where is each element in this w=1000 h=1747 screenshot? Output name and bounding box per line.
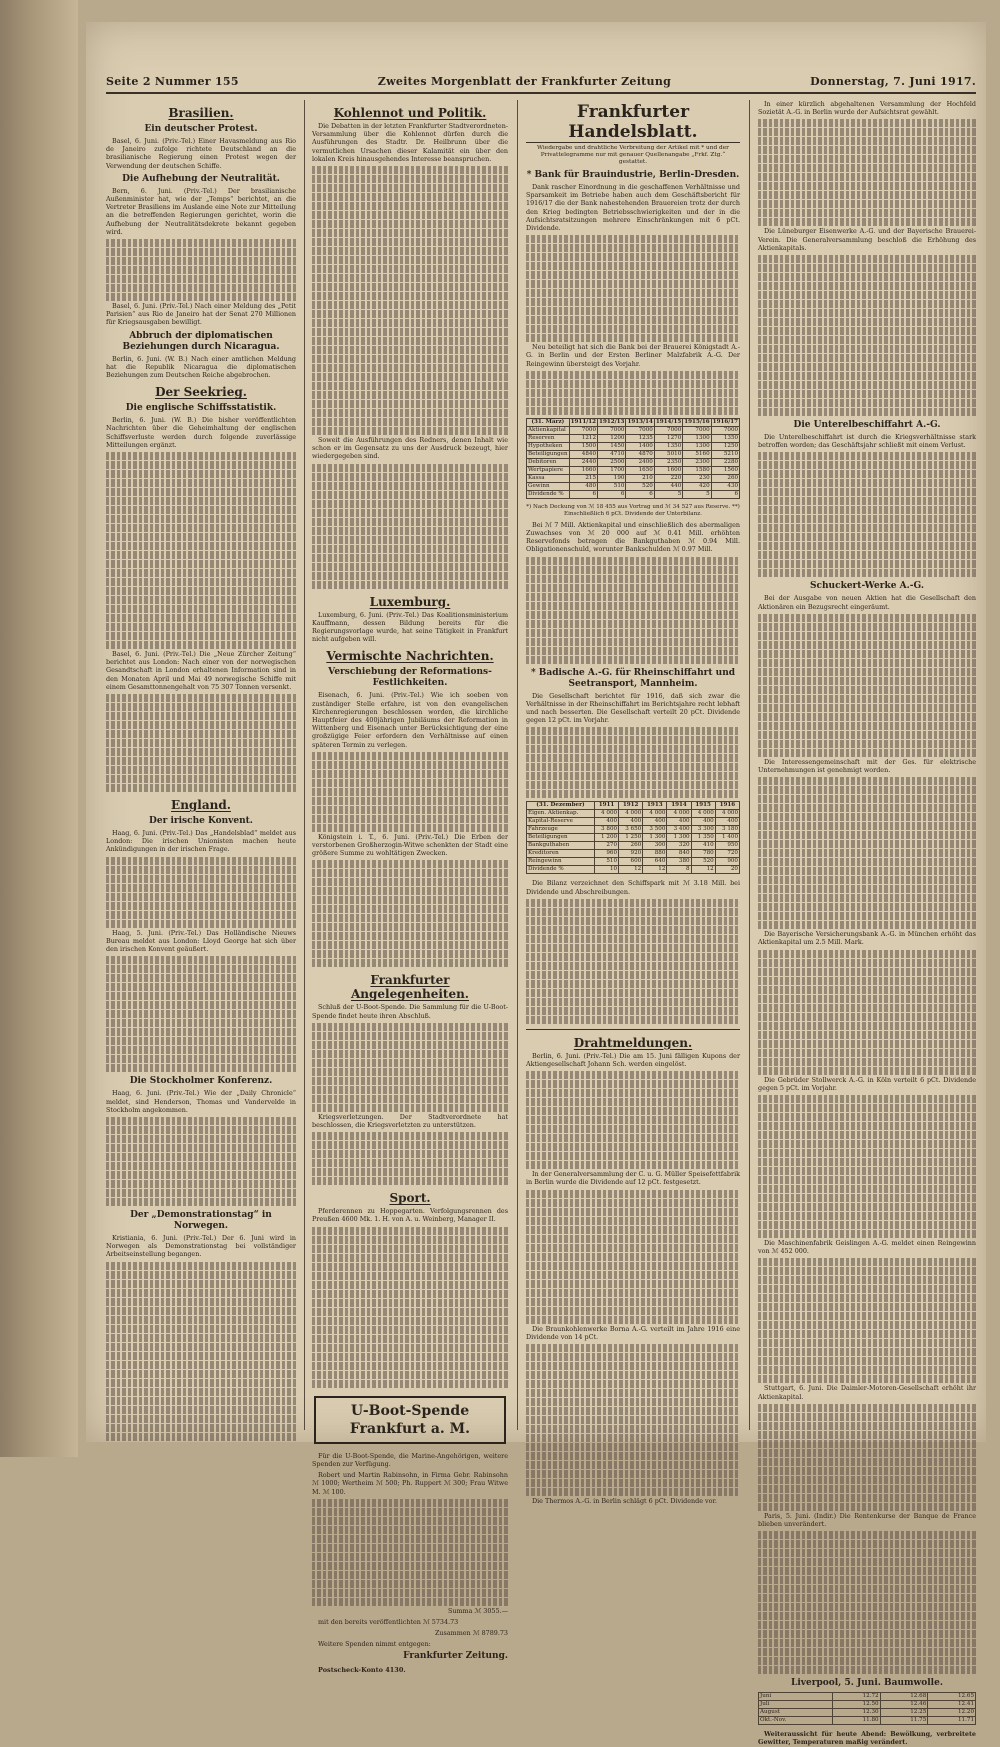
balance-table-rhein <box>526 801 740 874</box>
table-year-header: 1912 <box>619 802 643 810</box>
donation-total-row <box>312 1629 508 1637</box>
table-cell: 7000 <box>598 426 626 434</box>
table-cell: 400 <box>715 818 739 826</box>
table-cell: 880 <box>643 850 667 858</box>
book-binding-edge <box>0 0 78 1457</box>
article-text: In einer kürzlich abgehaltenen Versammlung der Hochfeld Sozietät A.-G. in Berlin wurde der Aufsichtsrat gewählt. <box>758 100 976 117</box>
table-cell: 900 <box>715 858 739 866</box>
table-cell: 6 <box>711 490 739 498</box>
article-text: Die Debatten in der letzten Frankfurter Stadtverordneten-Versammlung über die Kohlennot dürfen durch die Ausführungen des Stadtr. Dr. Heilbrunn über die vermutlichen Ursachen dieser Kalamität ein über den lokalen Kreis hinausgehendes Interesse beanspruchen. <box>312 122 508 163</box>
table-cell: 3 400 <box>667 826 691 834</box>
article-text: Luxemburg, 6. Juni. (Priv.-Tel.) Das Koalitionsministerium Kauffmann, dessen Bildung bereits für die Regierungsvorlage wurde, hat seine Tätigkeit in Frankfurt nicht aufgeben will. <box>312 610 508 644</box>
article-text: Haag, 6. Juni. (Priv.-Tel.) Wie der „Daily Chronicle“ meldet, sind Henderson, Thomas und Vandervelde in Stockholm angekommen. <box>106 1089 296 1114</box>
table-cell: 12.50 <box>832 1701 880 1709</box>
column-market-news <box>758 100 976 1747</box>
article-text: Berlin, 6. Juni. (W. B.) Nach einer amtlichen Meldung hat die Republik Nicaragua die diplomatischen Beziehungen zum Deutschen Reiche abgebrochen. <box>106 354 296 380</box>
article-heading: Der „Demonstrationstag“ in Norwegen. <box>130 1209 272 1231</box>
section-heading: England. <box>171 798 231 813</box>
article-text: Bern, 6. Juni. (Priv.-Tel.) Der brasilianische Außenminister hat, wie der „Temps“ berichtet, an die Vertreter Brasiliens im Auslande eine Note zur Mitteilung an die betreffenden Regierungen gerichtet, worin die Aufhebung der Neutralitätsdekrete bekannt gegeben wird. <box>106 186 296 236</box>
column-feuilleton <box>312 100 508 1674</box>
donation-sum-value: ℳ 3055.— <box>474 1606 508 1615</box>
table-cell: 400 <box>594 818 618 826</box>
article-text: In der Generalversammlung der C. u. G. Müller Speisefettfabrik in Berlin wurde die Dividende auf 12 pCt. festgesetzt. <box>526 1170 740 1187</box>
table-cell: 190 <box>598 474 626 482</box>
header-masthead: Zweites Morgenblatt der Frankfurter Zeitung <box>377 74 672 88</box>
donation-sum-row <box>312 1607 508 1615</box>
section-heading: Frankfurter Angelegenheiten. <box>350 973 469 1002</box>
article-text: Kristiania, 6. Juni. (Priv.-Tel.) Der 6. Juni wird in Norwegen als Demonstrationstag bei vollständiger Arbeitseinstellung begangen. <box>106 1233 296 1259</box>
table-row <box>759 1701 976 1709</box>
table-cell: 1650 <box>626 466 654 474</box>
table-cell: 300 <box>643 842 667 850</box>
table-cell: 960 <box>594 850 618 858</box>
table-cell: 520 <box>691 858 715 866</box>
table-row-label: Reserven <box>527 434 570 442</box>
table-row-label: Gewinn <box>527 482 570 490</box>
table-cell: 920 <box>619 850 643 858</box>
article-text: Paris, 5. Juni. (Indir.) Die Rentenkurse der Banque de France blieben unverändert. <box>758 1511 976 1529</box>
table-cell: 215 <box>569 474 597 482</box>
article-heading: Der irische Konvent. <box>149 816 253 827</box>
table-cell: 11.75 <box>880 1717 928 1725</box>
section-heading: Drahtmeldungen. <box>573 1035 693 1050</box>
table-row <box>527 450 740 458</box>
table-cell: 12.65 <box>928 1693 976 1701</box>
table-cell: 1 350 <box>691 834 715 842</box>
table-cell: 480 <box>569 482 597 490</box>
table-row-label: Kassa <box>527 474 570 482</box>
table-cell: 5 <box>654 490 682 498</box>
table-cell: 320 <box>667 842 691 850</box>
donation-sum-label: Summa <box>447 1606 473 1615</box>
table-cell: 11.71 <box>928 1717 976 1725</box>
table-year-header: 1914 <box>667 802 691 810</box>
table-year-header: 1913/14 <box>627 418 653 425</box>
table-cell: 2300 <box>683 458 711 466</box>
article-heading: Die Aufhebung der Neutralität. <box>122 173 280 184</box>
table-cell: 4 000 <box>691 810 715 818</box>
article-text: Stuttgart, 6. Juni. Die Daimler-Motoren-Gesellschaft erhöht ihr Aktienkapital. <box>758 1384 976 1401</box>
table-cell: 2280 <box>711 458 739 466</box>
article-text: Die Lüneburger Eisenwerke A.-G. und der Bayerische Brauerei-Verein. Die Generalversammlung beschloß die Erhöhung des Aktienkapitals. <box>758 227 976 252</box>
article-text: Die Maschinenfabrik Geislingen A.-G. meldet einen Reingewinn von ℳ 452 000. <box>758 1239 976 1256</box>
table-cell: 1580 <box>683 466 711 474</box>
article-text: Die Bayerische Versicherungsbank A.-G. in München erhöht das Aktienkapital um 2.5 Mill. Mark. <box>758 930 976 947</box>
table-row-label: Reingewinn <box>527 858 595 866</box>
section-heading: Brasilien. <box>168 106 234 120</box>
article-text: Königstein i. T., 6. Juni. (Priv.-Tel.) Die Erben der verstorbenen Großherzogin-Witwe schenkten der Stadt eine größere Summe zu wohltätigen Zwecken. <box>312 832 508 858</box>
table-cell: 4710 <box>598 450 626 458</box>
article-text: Die Bilanz verzeichnet den Schiffspark mit ℳ 3.18 Mill. bei Dividende und Abschreibungen. <box>526 879 740 896</box>
table-cell: 1350 <box>654 442 682 450</box>
table-row-label: Juni <box>759 1693 833 1701</box>
article-heading: Liverpool, 5. Juni. Baumwolle. <box>791 1678 943 1689</box>
table-cell: 1500 <box>569 442 597 450</box>
table-row-label: Kapital-Reserve <box>527 818 595 826</box>
table-cell: 3 180 <box>715 826 739 834</box>
table-cell: 4 000 <box>619 810 643 818</box>
table-year-header: 1915 <box>691 802 715 810</box>
table-row <box>759 1693 976 1701</box>
table-row <box>527 826 740 834</box>
table-row <box>527 466 740 474</box>
table-caption: (31. Dezember) <box>527 802 595 810</box>
article-text: Soweit die Ausführungen des Redners, denen Inhalt wie schon er im Gegensatz zu uns der Ausdruck bezeugt, hier wiedergegeben sind. <box>312 436 508 461</box>
table-row <box>527 834 740 842</box>
table-cell: 260 <box>619 842 643 850</box>
table-row-label: Beteiligungen <box>527 834 595 842</box>
table-row-label: Debitoren <box>527 458 570 466</box>
table-cell: 7000 <box>654 426 682 434</box>
table-year-header: 1912/13 <box>599 418 625 425</box>
table-row <box>527 858 740 866</box>
section-heading: Der Seekrieg. <box>155 385 247 400</box>
article-heading: Die Unterelbeschiffahrt A.-G. <box>793 420 941 431</box>
weather-forecast: Weiteraussicht für heute Abend: Bewölkung, verbreitete Gewitter, Temperaturen maßig verändert. <box>758 1730 976 1747</box>
table-cell: 6 <box>569 490 597 498</box>
article-text: Weitere Spenden nimmt entgegen: <box>318 1640 431 1649</box>
table-cell: 6 <box>598 490 626 498</box>
commerce-title: Frankfurter Handelsblatt. <box>526 102 740 143</box>
table-cell: 11.80 <box>832 1717 880 1725</box>
donation-total-label: Zusammen <box>434 1629 471 1638</box>
table-cell: 5010 <box>654 450 682 458</box>
article-text: Berlin, 6. Juni. (W. B.) Die bisher veröffentlichten Nachrichten über die Geheimhaltung der englischen Schiffsverluste werden durch folgende zuverlässige Mitteilungen ergänzt. <box>106 416 296 449</box>
table-year-header: 1916/17 <box>712 418 739 425</box>
table-cell: 410 <box>691 842 715 850</box>
table-row <box>759 1709 976 1717</box>
table-cell: 260 <box>711 474 739 482</box>
section-heading: Luxemburg. <box>369 594 451 609</box>
table-row-label: Dividende % <box>527 866 595 874</box>
table-cell: 7000 <box>626 426 654 434</box>
table-cell: 4840 <box>569 450 597 458</box>
table-cell: 640 <box>643 858 667 866</box>
table-row <box>759 1717 976 1725</box>
article-heading: * Bank für Brauindustrie, Berlin-Dresden. <box>526 170 740 180</box>
section-heading: Kohlennot und Politik. <box>333 106 487 120</box>
table-cell: 840 <box>667 850 691 858</box>
donation-box <box>314 1396 506 1444</box>
table-cell: 1200 <box>598 434 626 442</box>
table-row-label: Okt.-Nov. <box>759 1717 833 1725</box>
table-row <box>527 474 740 482</box>
article-text: Robert und Martin Rabinsohn, in Firma Gebr. Rabinsohn ℳ 1000; Wertheim ℳ 500; Ph. Ruppert ℳ 300; Frau Witwe M. ℳ 100. <box>312 1471 508 1496</box>
article-text: Berlin, 6. Juni. (Priv.-Tel.) Die am 15. Juni fälligen Kupons der Aktiengesellschaft Johann Sch. werden eingelöst. <box>526 1051 740 1069</box>
article-heading: Verschiebung der Reformations-Festlichkeiten. <box>328 667 492 689</box>
table-row-label: Bankguthaben <box>527 842 595 850</box>
table-cell: 1700 <box>598 466 626 474</box>
donation-title: U-Boot-Spende Frankfurt a. M. <box>349 1402 471 1437</box>
article-text: Schluß der U-Boot-Spende. Die Sammlung für die U-Boot-Spende findet heute ihren Abschluß. <box>312 1003 508 1020</box>
table-row-label: Juli <box>759 1701 833 1709</box>
table-cell: 2440 <box>569 458 597 466</box>
table-cell: 400 <box>643 818 667 826</box>
donation-prev: mit den bereits veröffentlichten ℳ 5734.73 <box>318 1617 459 1626</box>
table-cell: 8 <box>667 866 691 874</box>
table-year-header: 1911 <box>594 802 618 810</box>
table-cell: 1 400 <box>715 834 739 842</box>
table-cell: 380 <box>667 858 691 866</box>
table-cell: 5160 <box>683 450 711 458</box>
table-cell: 270 <box>594 842 618 850</box>
table-cell: 1300 <box>683 442 711 450</box>
column-rule <box>749 100 750 1430</box>
table-cell: 3 500 <box>643 826 667 834</box>
table-cell: 12.68 <box>880 1693 928 1701</box>
article-text: Die Gebrüder Stollwerck A.-G. in Köln verteilt 6 pCt. Dividende gegen 5 pCt. im Vorjahr. <box>758 1075 976 1092</box>
donation-total-value: ℳ 8789.73 <box>472 1629 508 1638</box>
article-text: Basel, 6. Juni. (Priv.-Tel.) Die „Neue Zürcher Zeitung“ berichtet aus London: Nach einer von der norwegischen Gesandtschaft in London erhaltenen Information sind in den Monaten April und Mai 49 norwegische Schiffe mit einem Gesamttonnengehalt von 75 307 Tonnen versenkt. <box>106 650 296 691</box>
header-page-number: Seite 2 Nummer 155 <box>106 74 239 88</box>
table-cell: 400 <box>691 818 715 826</box>
table-cell: 1450 <box>598 442 626 450</box>
article-heading: Die Stockholmer Konferenz. <box>129 1076 273 1087</box>
table-cell: 1270 <box>654 434 682 442</box>
table-cell: 950 <box>715 842 739 850</box>
table-cell: 210 <box>626 474 654 482</box>
section-heading: Vermischte Nachrichten. <box>326 649 494 664</box>
table-cell: 1600 <box>654 466 682 474</box>
table-row-label: Dividende % <box>527 490 570 498</box>
table-cell: 12.25 <box>880 1709 928 1717</box>
table-row <box>527 810 740 818</box>
table-cell: 600 <box>619 858 643 866</box>
table-cell: 12 <box>691 866 715 874</box>
table-cell: 1400 <box>626 442 654 450</box>
table-cell: 1660 <box>569 466 597 474</box>
table-cell: 520 <box>626 482 654 490</box>
article-text: Eisenach, 6. Juni. (Priv.-Tel.) Wie ich soeben von zuständiger Stelle erfahre, ist von den evangelischen Kirchenregierungen beschlossen worden, die kirchliche Hauptfeier des 400jährigen Jubiläums der Reformation in Wittenberg und Eisenach unter Berücksichtigung der eine großzügige Feier erfordern den Verhältnisse auf einen späteren Termin zu verlegen. <box>312 691 508 749</box>
article-heading: Die englische Schiffsstatistik. <box>125 403 277 414</box>
commerce-notice: Wiedergabe und drahtliche Verbreitung der Artikel mit * und der Privattelegramme nur mit genauer Quellenangabe „Frkf. Ztg.“ gestattet. <box>537 145 729 165</box>
table-cell: 230 <box>683 474 711 482</box>
page-header <box>106 70 976 94</box>
table-row-label: Aktienkapital <box>527 426 570 434</box>
column-politics <box>106 100 296 1430</box>
table-year-header: 1915/16 <box>684 418 710 425</box>
table-cell: 12 <box>619 866 643 874</box>
table-cell: 3 650 <box>619 826 643 834</box>
table-row <box>527 426 740 434</box>
article-heading: * Badische A.-G. für Rheinschiffahrt und Seetransport, Mannheim. <box>530 667 736 689</box>
table-row <box>527 458 740 466</box>
table-row-label: Kreditoren <box>527 850 595 858</box>
table-cell: 2400 <box>626 458 654 466</box>
table-cell: 780 <box>691 850 715 858</box>
table-cell: 3 800 <box>594 826 618 834</box>
article-text: Bei der Ausgabe von neuen Aktien hat die Gesellschaft den Aktionären ein Bezugsrecht eingeräumt. <box>758 594 976 611</box>
table-cell: 400 <box>667 818 691 826</box>
table-cell: 2350 <box>654 458 682 466</box>
article-text: Die Braunkohlenwerke Borna A.-G. verteilt im Jahre 1916 eine Dividende von 14 pCt. <box>526 1324 740 1341</box>
column-rule <box>304 100 305 1430</box>
table-row <box>527 866 740 874</box>
article-text: Die Thermos A.-G. in Berlin schlägt 6 pCt. Dividende vor. <box>532 1497 717 1506</box>
article-text: Pferderennen zu Hoppegarten. Verfolgungsrennen des Preußen 4600 Mk. 1. H. von A. u. Weinberg, Manager II. <box>312 1207 508 1224</box>
table-cell: 6 <box>626 490 654 498</box>
table-row-label: Hypotheken <box>527 442 570 450</box>
article-heading: Schuckert-Werke A.-G. <box>810 581 924 592</box>
table-cell: 1 300 <box>643 834 667 842</box>
article-text: Basel, 6. Juni. (Priv.-Tel.) Einer Havasmeldung aus Rio de Janeiro zufolge richtete Deutschland an die brasilianische Regierung einen Protest wegen der Verwendung der deutschen Schiffe. <box>106 137 296 170</box>
table-cell: 12 <box>643 866 667 874</box>
table-cell: 420 <box>683 482 711 490</box>
article-text: Für die U-Boot-Spende, die Marine-Angehörigen, weitere Spenden zur Verfügung. <box>312 1451 508 1468</box>
table-row <box>527 482 740 490</box>
article-text: Kriegsverletzungen. Der Stadtverordnete hat beschlossen, die Kriegsverletzten zu unterstützen. <box>312 1112 508 1130</box>
table-cell: 1350 <box>711 434 739 442</box>
table-cell: 1250 <box>711 442 739 450</box>
table-cell: 510 <box>594 858 618 866</box>
table-cell: 12.20 <box>928 1709 976 1717</box>
table-row <box>527 818 740 826</box>
table-row <box>527 850 740 858</box>
table-cell: 1 200 <box>594 834 618 842</box>
table-cell: 4 000 <box>594 810 618 818</box>
column-commerce <box>526 100 740 1506</box>
table-cell: 720 <box>715 850 739 858</box>
table-cell: 4 000 <box>667 810 691 818</box>
column-rule <box>517 100 518 1430</box>
table-row-label: Wertpapiere <box>527 466 570 474</box>
table-cell: 1 250 <box>619 834 643 842</box>
article-heading: Ein deutscher Protest. <box>144 124 258 134</box>
table-cell: 10 <box>594 866 618 874</box>
header-date: Donnerstag, 7. Juni 1917. <box>810 74 976 88</box>
table-row-label: Fahrzeuge <box>527 826 595 834</box>
table-year-header: 1916 <box>715 802 739 810</box>
table-cell: 20 <box>715 866 739 874</box>
table-cell: 12.30 <box>832 1709 880 1717</box>
table-cell: 4 000 <box>643 810 667 818</box>
table-cell: 1235 <box>626 434 654 442</box>
table-cell: 4870 <box>626 450 654 458</box>
table-row-label: August <box>759 1709 833 1717</box>
table-cell: 440 <box>654 482 682 490</box>
table-cell: 3 300 <box>691 826 715 834</box>
table-cell: 5 <box>683 490 711 498</box>
table-cell: 12.46 <box>880 1701 928 1709</box>
newspaper-page <box>86 22 986 1747</box>
table-cell: 7000 <box>711 426 739 434</box>
table-cell: 510 <box>598 482 626 490</box>
article-text: Die Unterelbeschiffahrt ist durch die Kriegsverhältnisse stark betroffen worden; das Geschäftsjahr schließt mit einem Verlust. <box>758 433 976 450</box>
article-text: Bei ℳ 7 Mill. Aktienkapital und einschließlich des abermaligen Zuwachses von ℳ 20 000 auf ℳ 0.41 Mill. erhöhten Reservefonds betragen die Bankguthaben ℳ 0.94 Mill. Obligationenschuld, worunter Bankschulden ℳ 0.97 Mill. <box>526 520 740 554</box>
table-year-header: 1913 <box>643 802 667 810</box>
table-cell: 1212 <box>569 434 597 442</box>
article-text: Haag, 6. Juni. (Priv.-Tel.) Das „Handelsblad“ meldet aus London: Die irischen Unionisten machen heute Ankündigungen in der irischen Frage. <box>106 829 296 854</box>
table-cell: 12.41 <box>928 1701 976 1709</box>
table-year-header: 1914/15 <box>655 418 682 425</box>
article-heading: Abbruch der diplomatischen Beziehungen durch Nicaragua. <box>122 330 280 352</box>
article-text: Haag, 5. Juni. (Priv.-Tel.) Das Holländische Nieuws Bureau meldet aus London: Lloyd George hat sich über den irischen Konvent geäußert. <box>106 928 296 954</box>
table-cell: 5210 <box>711 450 739 458</box>
table-footnote: *) Nach Deckung von ℳ 18 455 aus Vortrag und ℳ 34 527 aus Reserve. **) Einschließlich 6 pCt. Dividende der Unterbilanz. <box>526 503 740 517</box>
article-text: Dank rascher Einordnung in die geschaffenen Verhältnisse und Sparsamkeit im Betriebe haben auch dem Geschäftsbericht für 1916/17 die der Bank nahestehenden Brauereien trotz der durch den Krieg bedingten Betriebsschwierigkeiten und der in die Aufsichtsratsitzungen mehrere Einschränkungen mit 6 pCt. Dividende. <box>526 183 740 233</box>
article-text: Basel, 6. Juni. (Priv.-Tel.) Nach einer Meldung des „Petit Parisien“ aus Rio de Janeiro hat der Senat 270 Millionen für Kriegsausgaben bewilligt. <box>106 302 296 327</box>
table-cell: 7000 <box>683 426 711 434</box>
table-cell: 1 300 <box>667 834 691 842</box>
table-cell: 4 000 <box>715 810 739 818</box>
table-row-label: Beteiligungen <box>528 450 568 457</box>
table-cell: 1560 <box>711 466 739 474</box>
cotton-table <box>758 1692 976 1725</box>
article-text: Neu beteiligt hat sich die Bank bei der Brauerei Königstadt A.-G. in Berlin und der Ersten Berliner Malzfabrik A.-G. Der Reingewinn übersteigt des Vorjahr. <box>526 343 740 368</box>
table-cell: 400 <box>619 818 643 826</box>
postscheck: Postscheck-Konto 4130. <box>318 1665 406 1674</box>
article-text: Die Interessengemeinschaft mit der Ges. für elektrische Unternehmungen ist genehmigt worden. <box>758 757 976 775</box>
table-cell: 2500 <box>598 458 626 466</box>
table-row <box>527 434 740 442</box>
table-cell: 7000 <box>569 426 597 434</box>
balance-table-brau <box>526 418 740 499</box>
section-heading: Sport. <box>389 1191 431 1206</box>
table-year-header: 1911/12 <box>570 418 597 425</box>
table-cell: 1300 <box>683 434 711 442</box>
table-cell: 220 <box>654 474 682 482</box>
table-cell: 12.72 <box>832 1693 880 1701</box>
table-row-label: Eigen. Aktienkap. <box>527 810 595 818</box>
table-row <box>527 442 740 450</box>
article-text: Die Gesellschaft berichtet für 1916, daß sich zwar die Verhältnisse in der Rheinschiffahrt im Berichtsjahre recht lebhaft und nach besserten. Die Gesellschaft verteilt 20 pCt. Dividende gegen 12 pCt. im Vorjahr. <box>526 691 740 725</box>
donation-recipient: Frankfurter Zeitung. <box>403 1650 508 1661</box>
table-row <box>527 842 740 850</box>
table-cell: 430 <box>711 482 739 490</box>
table-caption: (31. März) <box>527 418 570 426</box>
table-row <box>527 490 740 498</box>
